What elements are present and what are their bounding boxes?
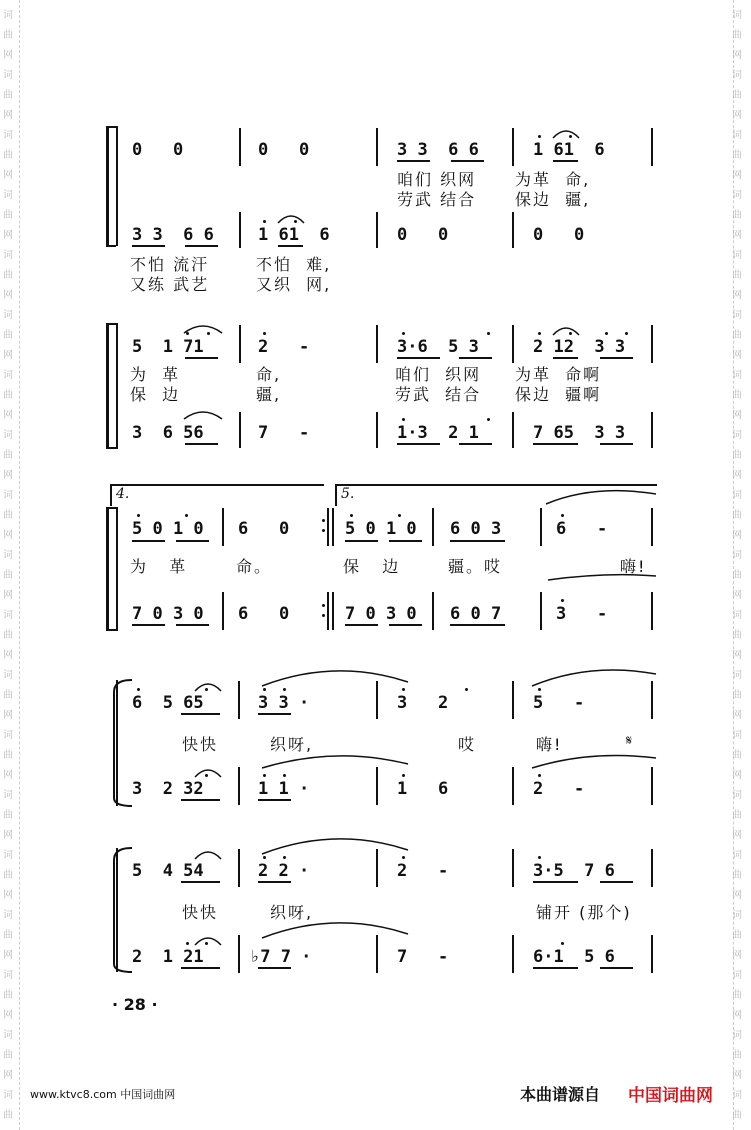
- watermark-glyph: 网: [3, 830, 13, 841]
- note-group: 2 2 ·: [258, 861, 310, 881]
- watermark-glyph: 词: [732, 430, 742, 441]
- watermark-glyph: 网: [3, 110, 13, 121]
- watermark-glyph: 词: [732, 730, 742, 741]
- lyric-line: 为 革: [130, 365, 181, 384]
- watermark-glyph: 词: [3, 790, 13, 801]
- watermark-glyph: 网: [732, 1010, 742, 1021]
- watermark-glyph: 词: [3, 370, 13, 381]
- watermark-glyph: 曲: [3, 90, 13, 101]
- watermark-glyph: 曲: [732, 450, 742, 461]
- watermark-glyph: 曲: [732, 810, 742, 821]
- watermark-glyph: 词: [732, 910, 742, 921]
- watermark-glyph: 词: [732, 850, 742, 861]
- note-group: 1 61 6: [258, 225, 330, 245]
- note-group: 1 1 ·: [258, 779, 310, 799]
- segno-icon: 𝄋: [626, 733, 635, 749]
- watermark-glyph: 词: [3, 610, 13, 621]
- lyric-line: 嗨!: [620, 557, 647, 576]
- watermark-glyph: 网: [732, 470, 742, 481]
- lyric-line: 不怕 流汗: [130, 255, 210, 274]
- watermark-glyph: 词: [3, 910, 13, 921]
- lyric-line: 劳武 结合: [397, 190, 477, 209]
- note-group: 3 2 32: [132, 779, 204, 799]
- watermark-glyph: 网: [732, 650, 742, 661]
- watermark-glyph: 词: [3, 1030, 13, 1041]
- watermark-glyph: 词: [732, 250, 742, 261]
- watermark-glyph: 网: [3, 50, 13, 61]
- watermark-glyph: 网: [732, 950, 742, 961]
- note-group: 5 4 54: [132, 861, 204, 881]
- watermark-glyph: 曲: [3, 810, 13, 821]
- lyric-line: 保边 疆啊: [515, 385, 602, 404]
- note-group: 0 0: [397, 225, 449, 245]
- watermark-glyph: 网: [732, 170, 742, 181]
- lyric-line: 命,: [256, 365, 282, 384]
- watermark-glyph: 词: [3, 10, 13, 21]
- watermark-glyph: 曲: [3, 1110, 13, 1121]
- watermark-glyph: 词: [3, 1090, 13, 1101]
- lyric-line: 又练 武艺: [130, 275, 210, 294]
- watermark-glyph: 网: [732, 350, 742, 361]
- lyric-line: 不怕 难,: [256, 255, 332, 274]
- note-group: 3·5 7 6: [533, 861, 615, 881]
- lyric-line: 为革 命啊: [515, 365, 602, 384]
- note-group: 7 0 3 0: [345, 604, 417, 624]
- watermark-glyph: 曲: [3, 870, 13, 881]
- note-group: 3 6 56: [132, 423, 204, 443]
- note-group: 5 1 71: [132, 337, 204, 357]
- lyric-line: 嗨!: [536, 735, 563, 754]
- page-number: · 28 ·: [112, 995, 158, 1014]
- lyric-line: 哎: [458, 735, 477, 754]
- watermark-glyph: 网: [732, 110, 742, 121]
- watermark-glyph: 网: [3, 950, 13, 961]
- watermark-glyph: 词: [732, 490, 742, 501]
- watermark-glyph: 网: [3, 710, 13, 721]
- note-group: 7 -: [258, 423, 310, 443]
- note-group: 6 0: [238, 519, 290, 539]
- watermark-glyph: 词: [732, 610, 742, 621]
- note-group: ♭7 7 ·: [250, 947, 312, 967]
- watermark-glyph: 曲: [3, 150, 13, 161]
- note-group: 2 -: [397, 861, 449, 881]
- watermark-glyph: 网: [3, 170, 13, 181]
- watermark-glyph: 曲: [3, 30, 13, 41]
- note-group: 3·6 5 3: [397, 337, 479, 357]
- watermark-glyph: 词: [3, 550, 13, 561]
- watermark-glyph: 词: [3, 490, 13, 501]
- note-group: 6 0: [238, 604, 290, 624]
- watermark-glyph: 曲: [3, 990, 13, 1001]
- watermark-glyph: 曲: [732, 510, 742, 521]
- note-group: 3 -: [556, 604, 608, 624]
- watermark-glyph: 曲: [732, 690, 742, 701]
- watermark-glyph: 曲: [3, 930, 13, 941]
- watermark-glyph: 网: [732, 1070, 742, 1081]
- watermark-glyph: 曲: [3, 630, 13, 641]
- lyric-line: 劳武 结合: [395, 385, 482, 404]
- watermark-glyph: 网: [3, 1070, 13, 1081]
- note-group: 6 5 65: [132, 693, 204, 713]
- watermark-glyph: 词: [732, 970, 742, 981]
- note-group: 1 6: [397, 779, 449, 799]
- footer-site-link[interactable]: www.ktvc8.com 中国词曲网: [30, 1088, 176, 1101]
- footer-source-name[interactable]: 中国词曲网: [628, 1086, 713, 1106]
- note-group: 2 12 3 3: [533, 337, 626, 357]
- watermark-glyph: 曲: [732, 990, 742, 1001]
- watermark-glyph: 词: [732, 70, 742, 81]
- watermark-glyph: 网: [732, 590, 742, 601]
- note-group: 6 -: [556, 519, 608, 539]
- watermark-glyph: 网: [732, 710, 742, 721]
- watermark-glyph: 词: [732, 790, 742, 801]
- watermark-glyph: 网: [3, 590, 13, 601]
- watermark-glyph: 词: [3, 730, 13, 741]
- watermark-glyph: 词: [3, 670, 13, 681]
- watermark-glyph: 网: [3, 770, 13, 781]
- watermark-glyph: 网: [3, 650, 13, 661]
- lyric-line: 命。: [236, 557, 273, 576]
- watermark-glyph: 曲: [3, 750, 13, 761]
- note-group: 7 65 3 3: [533, 423, 626, 443]
- note-group: 3 3 6 6: [397, 140, 479, 160]
- left-watermark-strip: [0, 0, 22, 1130]
- watermark-glyph: 曲: [3, 390, 13, 401]
- watermark-glyph: 网: [3, 410, 13, 421]
- watermark-glyph: 网: [732, 770, 742, 781]
- watermark-glyph: 词: [732, 190, 742, 201]
- lyric-line: 为 革: [130, 557, 188, 576]
- watermark-glyph: 词: [3, 190, 13, 201]
- watermark-glyph: 曲: [3, 1050, 13, 1061]
- watermark-glyph: 曲: [3, 330, 13, 341]
- lyric-line: 保 边: [343, 557, 401, 576]
- watermark-glyph: 词: [3, 850, 13, 861]
- watermark-glyph: 网: [3, 470, 13, 481]
- watermark-glyph: 网: [732, 530, 742, 541]
- lyric-line: 又织 网,: [256, 275, 332, 294]
- watermark-glyph: 曲: [732, 630, 742, 641]
- watermark-glyph: 词: [3, 250, 13, 261]
- watermark-glyph: 网: [732, 410, 742, 421]
- watermark-glyph: 曲: [3, 450, 13, 461]
- volta-2-label: 5.: [341, 486, 355, 502]
- note-group: 0 0: [258, 140, 310, 160]
- note-group: 3 2: [397, 693, 449, 713]
- watermark-glyph: 网: [3, 1010, 13, 1021]
- watermark-glyph: 曲: [3, 690, 13, 701]
- watermark-glyph: 曲: [732, 750, 742, 761]
- watermark-glyph: 词: [732, 310, 742, 321]
- note-group: 6·1 5 6: [533, 947, 615, 967]
- watermark-glyph: 曲: [3, 510, 13, 521]
- watermark-glyph: 词: [732, 670, 742, 681]
- watermark-glyph: 网: [3, 890, 13, 901]
- note-group: 1 61 6: [533, 140, 605, 160]
- watermark-glyph: 曲: [732, 570, 742, 581]
- watermark-glyph: 曲: [732, 150, 742, 161]
- lyric-line: 保边 疆,: [515, 190, 591, 209]
- watermark-glyph: 网: [732, 830, 742, 841]
- watermark-glyph: 词: [3, 970, 13, 981]
- note-group: 6 0 7: [450, 604, 502, 624]
- watermark-glyph: 词: [732, 550, 742, 561]
- watermark-glyph: 词: [732, 10, 742, 21]
- watermark-glyph: 词: [732, 1030, 742, 1041]
- watermark-glyph: 曲: [3, 570, 13, 581]
- lyric-line: 铺开 (那个): [536, 903, 632, 922]
- system-brace: [106, 126, 109, 246]
- system-brace: [106, 323, 109, 449]
- note-group: 7 0 3 0: [132, 604, 204, 624]
- system-brace: [106, 507, 109, 631]
- note-group: 5 0 1 0: [132, 519, 204, 539]
- watermark-glyph: 曲: [3, 210, 13, 221]
- watermark-glyph: 网: [732, 230, 742, 241]
- watermark-glyph: 词: [3, 430, 13, 441]
- lyric-line: 疆。哎: [448, 557, 503, 576]
- watermark-glyph: 网: [732, 890, 742, 901]
- watermark-glyph: 网: [3, 350, 13, 361]
- watermark-glyph: 曲: [732, 330, 742, 341]
- note-group: 3 3 6 6: [132, 225, 214, 245]
- watermark-glyph: 曲: [3, 270, 13, 281]
- watermark-glyph: 词: [3, 310, 13, 321]
- watermark-glyph: 词: [732, 370, 742, 381]
- note-group: 6 0 3: [450, 519, 502, 539]
- note-group: 2 -: [533, 779, 585, 799]
- watermark-glyph: 曲: [732, 930, 742, 941]
- note-group: 5 0 1 0: [345, 519, 417, 539]
- watermark-glyph: 词: [3, 130, 13, 141]
- watermark-glyph: 曲: [732, 90, 742, 101]
- lyric-line: 织呀,: [270, 903, 314, 922]
- lyric-line: 快快: [182, 735, 219, 754]
- watermark-glyph: 网: [732, 50, 742, 61]
- watermark-glyph: 网: [3, 530, 13, 541]
- note-group: 7 -: [397, 947, 449, 967]
- watermark-glyph: 曲: [732, 1050, 742, 1061]
- watermark-glyph: 网: [3, 290, 13, 301]
- volta-1-label: 4.: [116, 486, 130, 502]
- lyric-line: 咱们 织网: [397, 170, 477, 189]
- lyric-line: 织呀,: [270, 735, 314, 754]
- note-group: 5 -: [533, 693, 585, 713]
- watermark-glyph: 曲: [732, 270, 742, 281]
- lyric-line: 保 边: [130, 385, 181, 404]
- watermark-glyph: 曲: [732, 390, 742, 401]
- note-group: 2 1 21: [132, 947, 204, 967]
- watermark-glyph: 曲: [732, 30, 742, 41]
- watermark-glyph: 曲: [732, 870, 742, 881]
- watermark-glyph: 曲: [732, 210, 742, 221]
- watermark-glyph: 网: [732, 290, 742, 301]
- footer-source-label: 本曲谱源自: [520, 1085, 601, 1104]
- right-watermark-strip: [729, 0, 751, 1130]
- watermark-glyph: 词: [732, 130, 742, 141]
- note-group: 1·3 2 1: [397, 423, 479, 443]
- note-group: 2 -: [258, 337, 310, 357]
- lyric-line: 疆,: [256, 385, 282, 404]
- lyric-line: 为革 命,: [515, 170, 591, 189]
- note-group: 3 3 ·: [258, 693, 310, 713]
- note-group: 0 0: [533, 225, 585, 245]
- watermark-glyph: 词: [3, 70, 13, 81]
- lyric-line: 快快: [182, 903, 219, 922]
- watermark-glyph: 曲: [732, 1110, 742, 1121]
- note-group: 0 0: [132, 140, 184, 160]
- lyric-line: 咱们 织网: [395, 365, 482, 384]
- watermark-glyph: 词: [732, 1090, 742, 1101]
- watermark-glyph: 网: [3, 230, 13, 241]
